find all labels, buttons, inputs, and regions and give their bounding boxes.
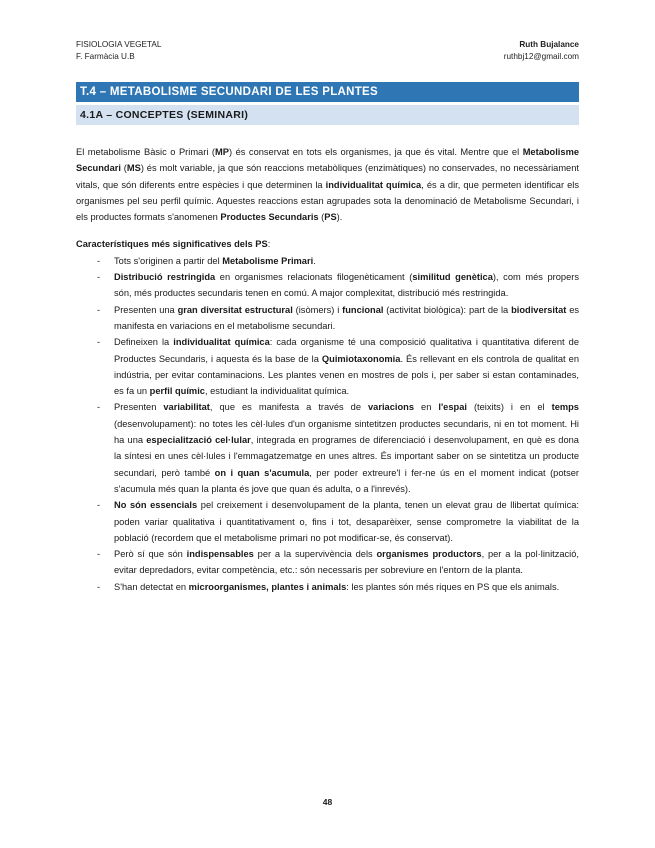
text-run: en xyxy=(414,402,439,413)
bold-term: indispensables xyxy=(186,549,254,560)
text-run: ( xyxy=(120,163,127,174)
text-run: (isòmers) i xyxy=(292,304,343,315)
bold-term: Quimiotaxonomia xyxy=(321,353,401,364)
bold-term: MP xyxy=(215,147,229,157)
bold-term: perfil químic xyxy=(149,386,205,397)
bold-term: gran diversitat estructural xyxy=(177,304,293,315)
bold-term: microorganismes, plantes i animals xyxy=(188,581,347,592)
text-run: ) és molt variable, ja que són reaccions metabòliques (enzimàtiques) no conservades, no necessàriament vitals, que són diferents entre espècies i que determinen la xyxy=(76,163,579,190)
list-item xyxy=(76,269,579,302)
list-item xyxy=(76,497,579,546)
text-run: , per a la pol·linització, evitar depredadors, evitar competència, etc.: són necessaris per sobreviure en l'entorn de la planta. xyxy=(114,549,580,576)
text-run: El metabolisme Bàsic o Primari ( xyxy=(76,147,216,157)
text-run: , que es manifesta a través de xyxy=(209,402,369,413)
text-run: . És rellevant en els controla de qualitat en indústria, per evitar contaminacions. Les plantes venen en mostres de pols i, per saber si estan contaminades, es fa un xyxy=(114,353,579,397)
text-run: . xyxy=(313,255,316,266)
text-run: , integrada en programes de diferenciació i desenvolupament, en què es dona la síntesi en unes cèl·lules i l'emmagatzematge en unes altres. És important saber on se sintetitza un producte secundari, però també xyxy=(114,435,579,478)
bold-term: No són essencials xyxy=(114,500,198,511)
text-run: Defineixen la xyxy=(114,337,174,348)
bold-term: Metabolisme Primari xyxy=(222,255,314,266)
list-item xyxy=(76,399,579,497)
text-run: (teixits) i en el xyxy=(466,402,552,413)
text-run: , per poder extreure'l i fer-ne ús en el moment indicat (potser s'acumula més quan la planta és jove que quan és adulta, o a l'inrevés). xyxy=(114,467,579,494)
text-run: Presenten xyxy=(114,402,164,413)
text-run: es manifesta en variacions en el metabolisme secundari. xyxy=(114,304,580,331)
list-heading-text: Característiques més significatives dels PS xyxy=(76,239,268,250)
page-header-left xyxy=(76,39,161,63)
list-item xyxy=(76,579,579,595)
page-header-right xyxy=(504,39,579,63)
bold-term: organismes productors xyxy=(376,549,482,560)
list-item xyxy=(76,253,579,269)
text-run: : cada organisme té una composició qualitativa i quantitativa diferent de Productes Secundaris, i aquesta és la base de la xyxy=(114,337,579,364)
page-number: 48 xyxy=(322,797,333,807)
text-run: S'han detectat en xyxy=(114,581,189,592)
text-run: (desenvolupament): no totes les cèl·lules d'un organisme sintetitzen productes secundaris, ni en tot moment. Hi ha una xyxy=(114,418,579,446)
text-run: pel creixement i desenvolupament de la planta, tenen un elevat grau de llibertat química: poden variar qualitativa i quantitativament o, fins i tot, desaparèixer, sense comprometre la viabilitat de la població (recordem que el metabolisme primari no pot modificar-se, és conservat). xyxy=(114,500,579,543)
chapter-title: T.4 – METABOLISME SECUNDARI DE LES PLANTES xyxy=(76,82,579,102)
text-run: en organismes relacionats filogenèticament ( xyxy=(215,272,413,283)
bold-term: MS xyxy=(126,163,141,174)
text-run: ). xyxy=(336,212,343,223)
author-email: ruthbj12@gmail.com xyxy=(503,52,579,61)
section-title: 4.1A – CONCEPTES (SEMINARI) xyxy=(76,105,579,125)
bold-term: PS xyxy=(324,212,337,223)
text-run: , és a dir, que permeten identificar els organismes pel seu perfil químic. Aquestes reaccions estan agrupades sota la denominació de Metabolisme Secundari, i els productes formats s'anomenen xyxy=(76,179,580,223)
list-heading xyxy=(76,236,579,252)
text-run: Presenten una xyxy=(114,304,178,315)
text-run: ( xyxy=(318,212,325,223)
intro-paragraph xyxy=(76,144,579,225)
list-item xyxy=(76,334,579,399)
text-run: : les plantes són més riques en PS que els animals. xyxy=(346,581,560,592)
text-run: ), com més propers són, més productes secundaris tenen en comú. A major complexitat, distribució més restringida. xyxy=(114,272,580,299)
characteristics-list xyxy=(76,253,579,595)
text-run: (activitat biològica): part de la xyxy=(383,304,512,315)
document-body xyxy=(76,144,579,595)
bold-term: variacions xyxy=(368,402,415,413)
list-item xyxy=(76,546,579,579)
faculty-name: F. Farmàcia U.B xyxy=(76,52,135,61)
bold-term: funcional xyxy=(342,304,384,315)
text-run: Però sí que són xyxy=(114,549,187,560)
bold-term: temps xyxy=(551,402,579,413)
text-run: Tots s'originen a partir del xyxy=(114,255,223,266)
text-run: ) és conservat en tots els organismes, ja que és vital. Mentre que el xyxy=(228,147,523,157)
bold-term: similitud genètica xyxy=(412,272,493,283)
bold-term: Metabolisme Secundari xyxy=(76,147,579,174)
bold-term: especialització cel·lular xyxy=(146,435,251,446)
bold-term: variabilitat xyxy=(163,402,210,413)
list-item xyxy=(76,302,579,335)
course-name: FISIOLOGIA VEGETAL xyxy=(76,40,162,49)
text-run: per a la supervivència dels xyxy=(253,549,377,560)
author-name: Ruth Bujalance xyxy=(519,40,579,49)
bold-term: biodiversitat xyxy=(511,304,567,315)
text-run: , estudiant la individualitat química. xyxy=(204,386,350,397)
bold-term: Distribució restringida xyxy=(114,272,216,283)
list-heading-colon: : xyxy=(267,239,271,250)
bold-term: individualitat química xyxy=(173,337,270,348)
bold-term: l'espai xyxy=(438,402,467,413)
bold-term: individualitat química xyxy=(325,179,422,190)
bold-term: on i quan s'acumula xyxy=(214,467,310,478)
bold-term: Productes Secundaris xyxy=(220,212,319,223)
